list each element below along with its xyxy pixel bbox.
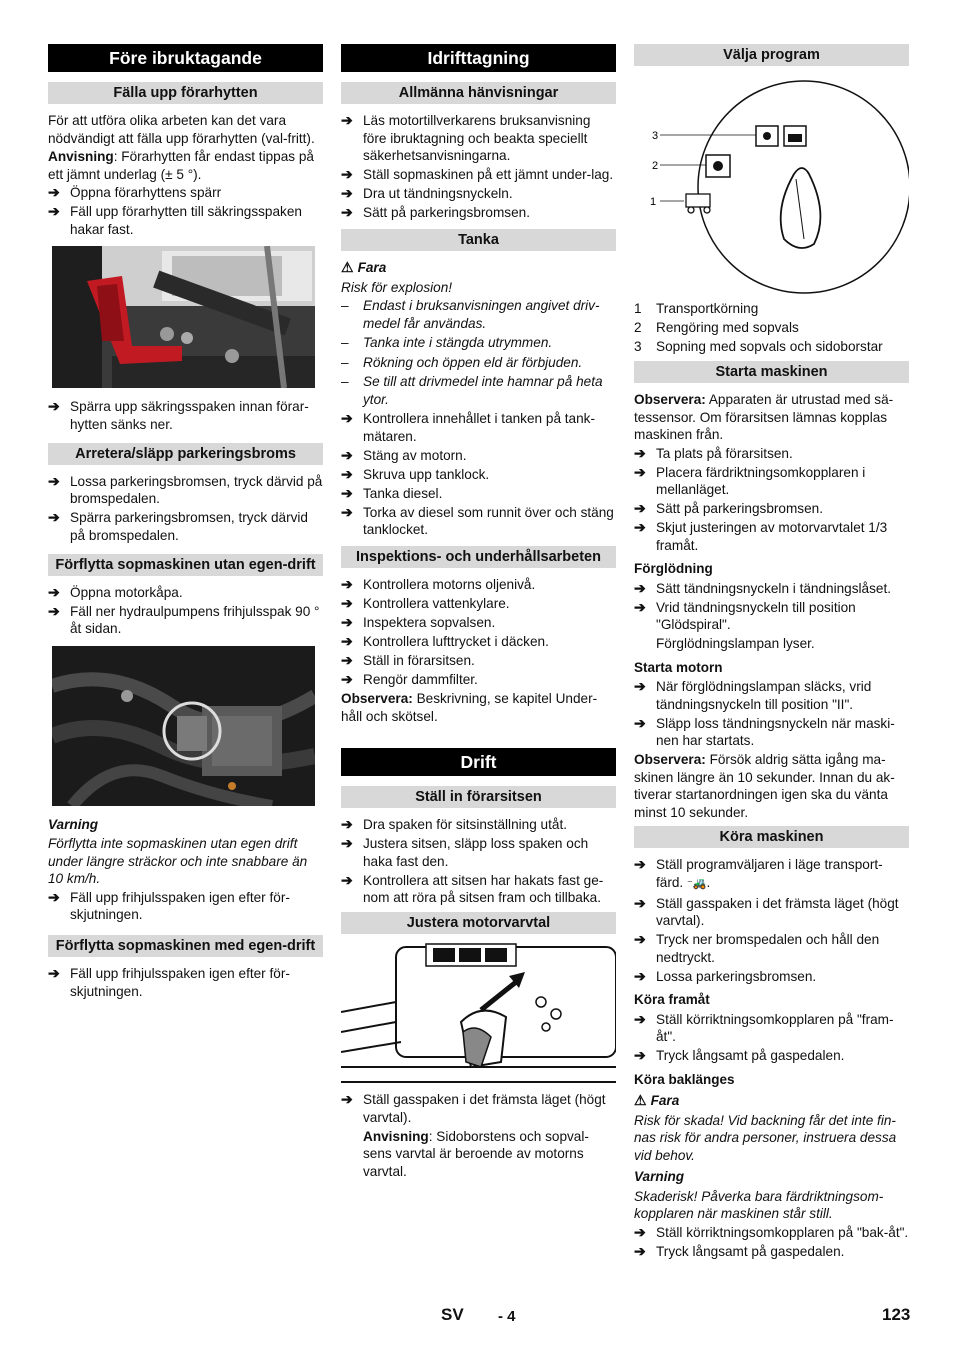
- arrow-icon: ➔: [48, 602, 60, 619]
- step: ➔ Lossa parkeringsbromsen, tryck därvid på bromspedalen.: [48, 472, 323, 506]
- arrow-icon: ➔: [634, 894, 646, 911]
- step: ➔ Tanka diesel.: [341, 484, 443, 501]
- arrow-icon: ➔: [341, 465, 353, 482]
- arrow-icon: ➔: [48, 583, 60, 600]
- arrow-icon: ➔: [48, 184, 60, 200]
- callout-2: 2: [652, 160, 659, 172]
- arrow-icon: ➔: [634, 967, 646, 984]
- arrow-icon: ➔: [634, 1010, 646, 1027]
- arrow-icon: ➔: [341, 112, 353, 128]
- danger-intro: Risk för explosion!: [341, 279, 453, 295]
- step: ➔ Kontrollera innehållet i tanken på tank-mätaren.: [341, 410, 595, 444]
- arrow-icon: ➔: [634, 714, 646, 731]
- note: Anvisning: Sidoborstens och sopval-sens varvtal är beroende av motorns varvtal.: [363, 1128, 589, 1179]
- step: ➔ Rengör dammfilter.: [341, 671, 478, 687]
- step: ➔ Sätt tändningsnyckeln i tändningslåset.: [634, 579, 892, 596]
- step: ➔ Sätt på parkeringsbromsen.: [341, 204, 530, 220]
- arrow-icon: ➔: [341, 633, 353, 649]
- transport-icon: [686, 194, 710, 213]
- callout-1: 1: [650, 196, 657, 208]
- arrow-icon: ➔: [48, 203, 60, 219]
- arrow-icon: ➔: [634, 1223, 646, 1240]
- arrow-icon: ➔: [634, 931, 646, 947]
- step: ➔ Släpp loss tändningsnyckeln när maski-nen har startats.: [634, 714, 895, 748]
- warning-label: Varning: [48, 816, 99, 832]
- list-item: 2 Rengöring med sopvals: [634, 320, 799, 335]
- step: ➔ Ta plats på förarsitsen.: [634, 444, 793, 461]
- arrow-icon: ➔: [341, 614, 353, 630]
- subheading: Köra framåt: [634, 992, 710, 1007]
- transport-icon: ⁻🚜: [686, 877, 707, 890]
- step: ➔ Fäll upp frihjulsspaken igen efter för-skjutningen.: [48, 888, 290, 922]
- step: ➔ Ställ in förarsitsen.: [341, 652, 475, 668]
- step: ➔ Läs motortillverkarens bruksanvisning före ibruktagning och beakta speciellt säkerhetsanvisningarna.: [341, 112, 591, 163]
- warning-triangle-icon: ⚠: [634, 1092, 647, 1108]
- step: ➔ Kontrollera att sitsen har hakats fast ge-nom att röra på sitsen fram och tillbaka.: [341, 871, 604, 905]
- step: ➔ Kontrollera vattenkylare.: [341, 595, 510, 611]
- step: ➔ Fäll upp förarhytten till säkringsspaken hakar fast.: [48, 203, 302, 237]
- step: ➔ Spärra parkeringsbromsen, tryck därvid på bromspedalen.: [48, 509, 308, 543]
- subheading: Starta motorn: [634, 659, 723, 675]
- arrow-icon: ➔: [634, 444, 646, 461]
- subsection-heading: Köra maskinen: [634, 826, 909, 848]
- arrow-icon: ➔: [48, 509, 60, 525]
- danger-text: Risk för skada! Vid backning får det inte fin-nas risk för andra personer, instruera dessa vid behov.: [634, 1112, 897, 1163]
- danger-label: ⚠ Fara: [634, 1092, 680, 1108]
- section-title: Idrifttagning: [341, 44, 616, 72]
- arrow-icon: ➔: [341, 595, 353, 611]
- step: ➔ Justera sitsen, släpp loss spaken och haka fast den.: [341, 835, 589, 869]
- dash-item: – Endast i bruksanvisningen angivet driv-medel får användas.: [341, 298, 600, 331]
- arrow-icon: ➔: [341, 816, 353, 832]
- step: ➔ Ställ gasspaken i det främsta läget (högt varvtal).: [634, 894, 899, 928]
- arrow-icon: ➔: [341, 652, 353, 668]
- danger-label: ⚠ Fara: [341, 259, 387, 275]
- callout-3: 3: [652, 130, 659, 142]
- arrow-icon: ➔: [341, 671, 353, 687]
- arrow-icon: ➔: [634, 678, 646, 694]
- note: Observera: Apparaten är utrustad med sä-tessensor. Om förarsitsen lämnas kopplas maskinen från.: [634, 392, 894, 442]
- subheading: Köra baklänges: [634, 1071, 735, 1087]
- column-2: [341, 44, 616, 1181]
- step: ➔ Torka av diesel som runnit över och stäng tanklocket.: [341, 503, 614, 537]
- arrow-icon: ➔: [634, 1242, 646, 1259]
- arrow-icon: ➔: [634, 856, 646, 872]
- step: ➔ Ställ körriktningsomkopplaren på "bak-åt".: [634, 1223, 909, 1240]
- step: ➔ Kontrollera lufttrycket i däcken.: [341, 633, 549, 649]
- arrow-icon: ➔: [341, 204, 353, 220]
- step: ➔ Skjut justeringen av motorvarvtalet 1/3 framåt.: [634, 519, 888, 553]
- warning-text: Skaderisk! Påverka bara färdriktningsom-kopplaren när maskinen står still.: [634, 1188, 884, 1221]
- note: Anvisning: Förarhytten får endast tippas på ett jämnt underlag (± 5 °).: [48, 149, 314, 182]
- list-item: 3 Sopning med sopvals och sidoborstar: [634, 339, 883, 354]
- arrow-icon: ➔: [341, 503, 353, 520]
- subsection-heading: Förflytta sopmaskinen utan egen-drift: [48, 554, 323, 576]
- step: ➔ Tryck ner bromspedalen och håll den nedtryckt.: [634, 931, 880, 965]
- arrow-icon: ➔: [48, 472, 60, 489]
- step: ➔ Dra spaken för sitsinställning utåt.: [341, 816, 568, 832]
- step: ➔ Lossa parkeringsbromsen.: [634, 967, 817, 984]
- warning-text: Förflytta inte sopmaskinen utan egen drift under längre sträckor och inte snabbare än 10 km/h.: [48, 836, 308, 886]
- subsection-heading: Arretera/släpp parkeringsbroms: [48, 443, 323, 465]
- subsection-heading: Starta maskinen: [634, 361, 909, 383]
- note: Observera: Beskrivning, se kapitel Under-håll och skötsel.: [341, 691, 598, 724]
- step: ➔ Inspektera sopvalsen.: [341, 614, 496, 630]
- arrow-icon: ➔: [341, 1091, 353, 1107]
- section-title: Drift: [341, 748, 616, 776]
- step: ➔ Tryck långsamt på gaspedalen.: [634, 1047, 845, 1063]
- dash-item: – Rökning och öppen eld är förbjuden.: [341, 354, 583, 370]
- arrow-icon: ➔: [634, 463, 646, 480]
- step: ➔ Sätt på parkeringsbromsen.: [634, 500, 823, 516]
- paragraph: För att utföra olika arbeten kan det vara nödvändigt att fälla upp förarhytten (val-fritt).: [48, 113, 315, 146]
- step: ➔ Skruva upp tanklock.: [341, 465, 490, 482]
- step: ➔ Vrid tändningsnyckeln till position "Glödspiral".: [634, 598, 856, 632]
- hydraulic-pump-photo: [52, 646, 315, 806]
- step: ➔ Ställ programväljaren i läge transport-färd. ⁻🚜.: [634, 856, 883, 890]
- step: ➔ Kontrollera motorns oljenivå.: [341, 576, 536, 592]
- footer-language: SV: [441, 1305, 464, 1324]
- step: ➔ När förglödningslampan släcks, vrid tändningsnyckeln till position "II".: [634, 678, 872, 712]
- cab-lock-lever-photo: [52, 246, 315, 388]
- warning-label: Varning: [634, 1169, 685, 1184]
- arrow-icon: ➔: [634, 500, 646, 516]
- step: ➔ Spärra upp säkringsspaken innan förar-hytten sänks ner.: [48, 398, 309, 432]
- warning-triangle-icon: ⚠: [341, 259, 354, 275]
- step: ➔ Tryck långsamt på gaspedalen.: [634, 1242, 845, 1259]
- subsection-heading: Ställ in förarsitsen: [341, 786, 616, 808]
- column-3: [634, 44, 909, 1262]
- page-number: 123: [882, 1305, 911, 1324]
- arrow-icon: ➔: [634, 579, 646, 596]
- subsection-heading: Justera motorvarvtal: [341, 912, 616, 934]
- step: ➔ Placera färdriktningsomkopplaren i mellanläget.: [634, 463, 866, 497]
- arrow-icon: ➔: [341, 871, 353, 888]
- step: ➔ Ställ gasspaken i det främsta läget (högt varvtal).: [341, 1091, 606, 1125]
- subsection-heading: Inspektions- och underhållsarbeten: [341, 546, 616, 568]
- step: ➔ Dra ut tändningsnyckeln.: [341, 185, 513, 201]
- result-text: Förglödningslampan lyser.: [656, 636, 815, 651]
- step: ➔ Stäng av motorn.: [341, 446, 467, 463]
- note: Observera: Försök aldrig sätta igång ma-skinen längre än 10 sekunder. Innan du ak-tiverar startanordningen igen ska du vänta minst 10 sekunder.: [634, 752, 895, 820]
- program-selector-dial-diagram: [634, 74, 909, 294]
- footer-section-page: - 4: [498, 1308, 516, 1325]
- arrow-icon: ➔: [341, 484, 353, 501]
- arrow-icon: ➔: [48, 888, 60, 905]
- subsection-heading: Tanka: [341, 229, 616, 251]
- step: ➔ Fäll ner hydraulpumpens frihjulsspak 90 ° åt sidan.: [48, 602, 320, 636]
- arrow-icon: ➔: [341, 576, 353, 592]
- arrow-icon: ➔: [634, 519, 646, 535]
- step: ➔ Öppna motorkåpa.: [48, 583, 183, 600]
- subsection-heading: Fälla upp förarhytten: [48, 82, 323, 104]
- arrow-icon: ➔: [48, 398, 60, 414]
- step: ➔ Ställ sopmaskinen på ett jämnt under-lag.: [341, 166, 614, 182]
- subsection-heading: Välja program: [634, 44, 909, 66]
- step: ➔ Ställ körriktningsomkopplaren på "fram-åt".: [634, 1010, 894, 1044]
- arrow-icon: ➔: [341, 410, 353, 426]
- arrow-icon: ➔: [341, 446, 353, 463]
- step: ➔ Öppna förarhyttens spärr: [48, 184, 222, 200]
- subsection-heading: Allmänna hänvisningar: [341, 82, 616, 104]
- list-item: 1 Transportkörning: [634, 301, 759, 316]
- column-1: [48, 44, 323, 1002]
- subheading: Förglödning: [634, 561, 713, 576]
- section-title: Före ibruktagande: [48, 44, 323, 72]
- arrow-icon: ➔: [48, 965, 60, 981]
- arrow-icon: ➔: [634, 598, 646, 615]
- dash-item: – Se till att drivmedel inte hamnar på heta ytor.: [341, 374, 603, 407]
- arrow-icon: ➔: [341, 185, 353, 201]
- arrow-icon: ➔: [341, 166, 353, 182]
- dash-item: – Tanka inte i stängda utrymmen.: [341, 335, 553, 350]
- throttle-lever-drawing: [341, 942, 616, 1087]
- subsection-heading: Förflytta sopmaskinen med egen-drift: [48, 935, 323, 957]
- step: ➔ Fäll upp frihjulsspaken igen efter för-skjutningen.: [48, 965, 290, 999]
- arrow-icon: ➔: [634, 1047, 646, 1063]
- arrow-icon: ➔: [341, 835, 353, 851]
